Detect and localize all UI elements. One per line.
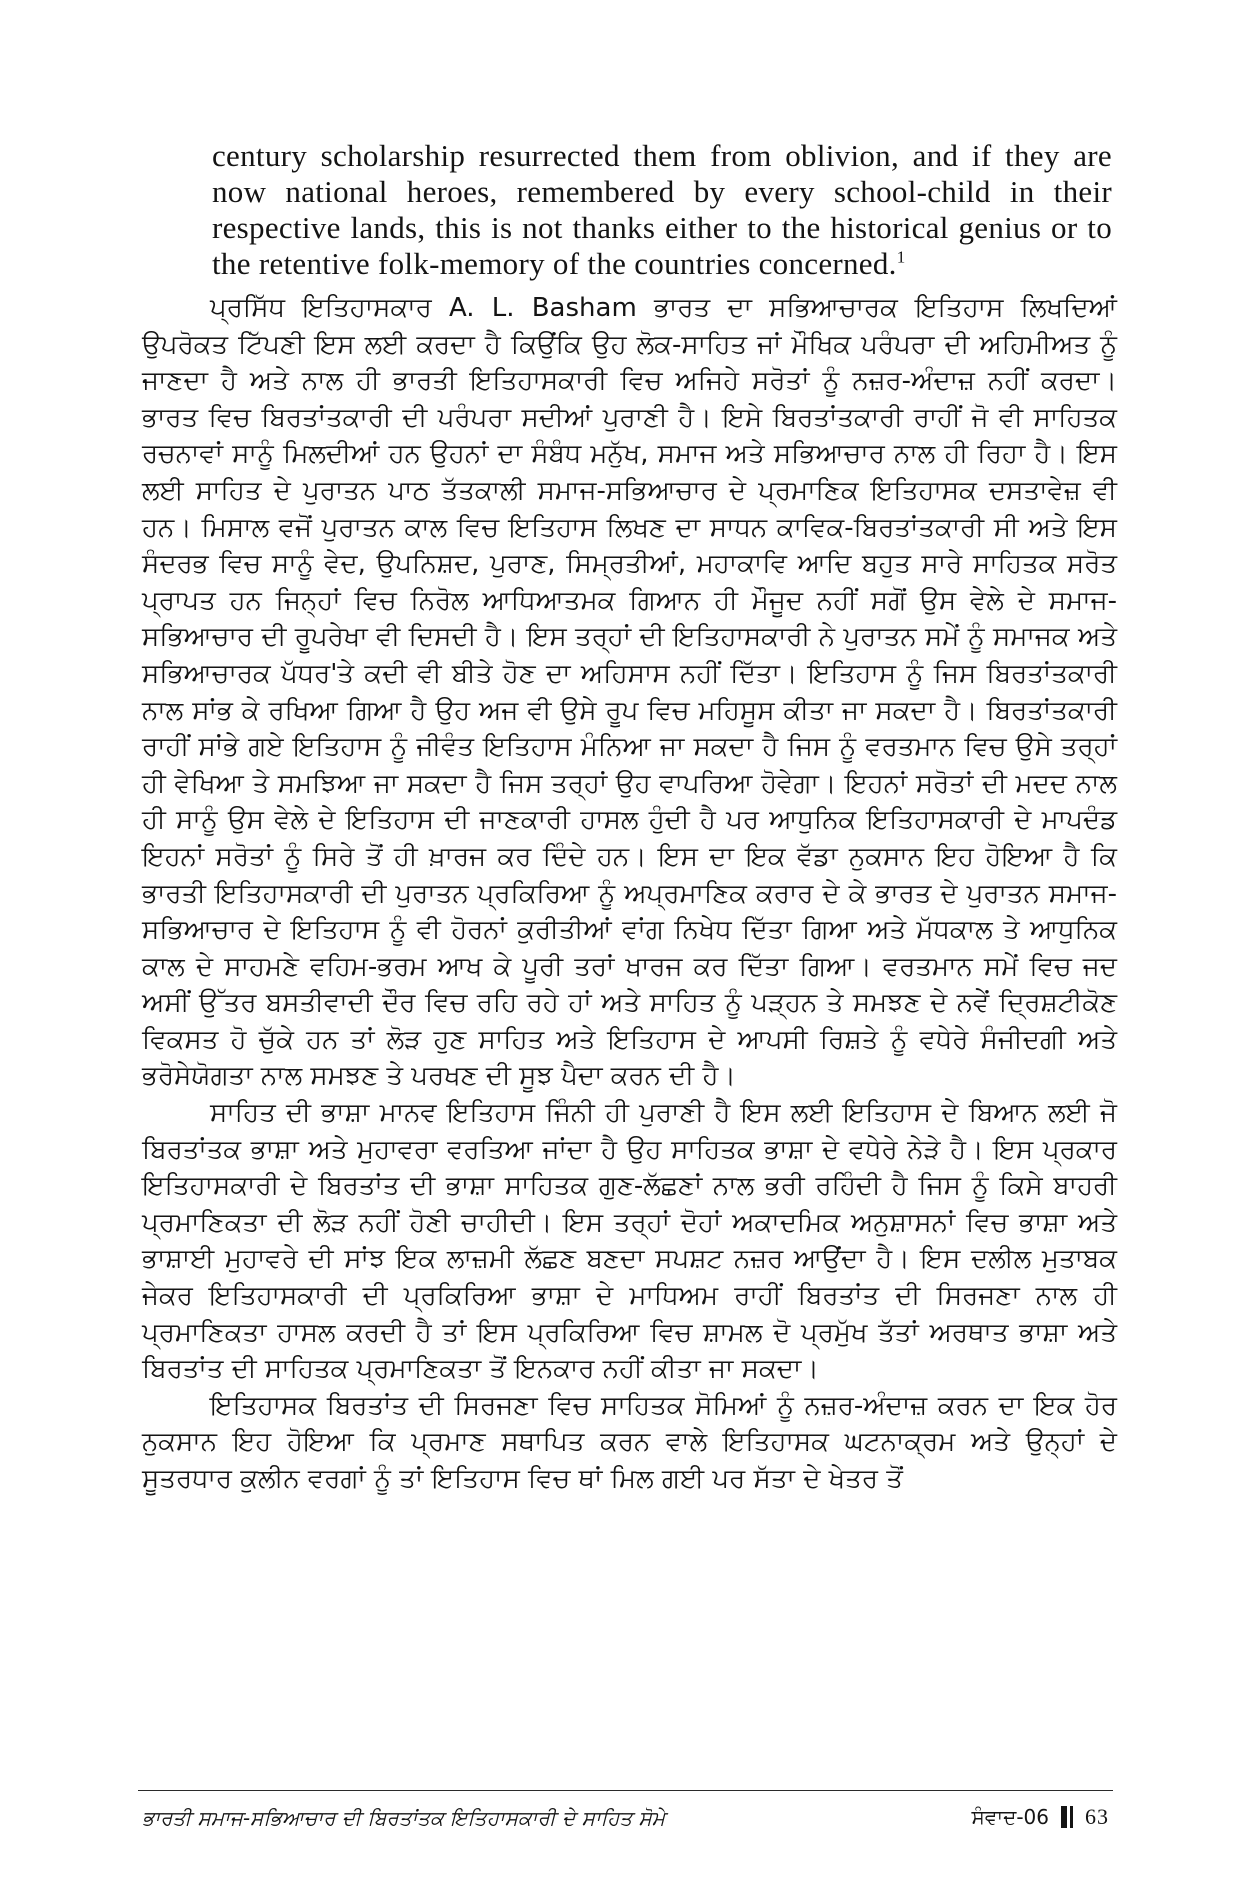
quote-text: century scholarship resurrected them from oblivion, and if they are now national heroes, remembered by every school-child in their respective lands, this is not thanks either to the historical genius or to the retentive folk-memory of the countries concerned. [212,138,1112,281]
page-footer [138,1800,1113,1840]
footnote-marker: 1 [896,247,906,267]
footer-divider [138,1790,1113,1791]
paragraph-3: ਇਤਿਹਾਸਕ ਬਿਰਤਾਂਤ ਦੀ ਸਿਰਜਣਾ ਵਿਚ ਸਾਹਿਤਕ ਸੋਮਿਆਂ ਨੂੰ ਨਜ਼ਰ-ਅੰਦਾਜ਼ ਕਰਨ ਦਾ ਇਕ ਹੋਰ ਨੁਕਸਾਨ ਇਹ ਹੋਇਆ ਕਿ ਪ੍ਰਮਾਣ ਸਥਾਪਿਤ ਕਰਨ ਵਾਲੇ ਇਤਿਹਾਸਕ ਘਟਨਾਕ੍ਰਮ ਅਤੇ ਉਨ੍ਹਾਂ ਦੇ ਸੂਤਰਧਾਰ ਕੁਲੀਨ ਵਰਗਾਂ ਨੂੰ ਤਾਂ ਇਤਿਹਾਸ ਵਿਚ ਥਾਂ ਮਿਲ ਗਈ ਪਰ ਸੱਤਾ ਦੇ ਖੇਤਰ ਤੋਂ [142,1390,1117,1494]
block-quote [212,138,1112,282]
body-text [142,290,1117,1498]
paragraph-2: ਸਾਹਿਤ ਦੀ ਭਾਸ਼ਾ ਮਾਨਵ ਇਤਿਹਾਸ ਜਿੰਨੀ ਹੀ ਪੁਰਾਣੀ ਹੈ ਇਸ ਲਈ ਇਤਿਹਾਸ ਦੇ ਬਿਆਨ ਲਈ ਜੋ ਬਿਰਤਾਂਤਕ ਭਾਸ਼ਾ ਅਤੇ ਮੁਹਾਵਰਾ ਵਰਤਿਆ ਜਾਂਦਾ ਹੈ ਉਹ ਸਾਹਿਤਕ ਭਾਸ਼ਾ ਦੇ ਵਧੇਰੇ ਨੇੜੇ ਹੈ। ਇਸ ਪ੍ਰਕਾਰ ਇਤਿਹਾਸਕਾਰੀ ਦੇ ਬਿਰਤਾਂਤ ਦੀ ਭਾਸ਼ਾ ਸਾਹਿਤਕ ਗੁਣ-ਲੱਛਣਾਂ ਨਾਲ ਭਰੀ ਰਹਿੰਦੀ ਹੈ ਜਿਸ ਨੂੰ ਕਿਸੇ ਬਾਹਰੀ ਪ੍ਰਮਾਣਿਕਤਾ ਦੀ ਲੋੜ ਨਹੀਂ ਹੋਣੀ ਚਾਹੀਦੀ। ਇਸ ਤਰ੍ਹਾਂ ਦੋਹਾਂ ਅਕਾਦਮਿਕ ਅਨੁਸ਼ਾਸਨਾਂ ਵਿਚ ਭਾਸ਼ਾ ਅਤੇ ਭਾਸ਼ਾਈ ਮੁਹਾਵਰੇ ਦੀ ਸਾਂਝ ਇਕ ਲਾਜ਼ਮੀ ਲੱਛਣ ਬਣਦਾ ਸਪਸ਼ਟ ਨਜ਼ਰ ਆਉਂਦਾ ਹੈ। ਇਸ ਦਲੀਲ ਮੁਤਾਬਕ ਜੇਕਰ ਇਤਿਹਾਸਕਾਰੀ ਦੀ ਪ੍ਰਕਿਰਿਆ ਭਾਸ਼ਾ ਦੇ ਮਾਧਿਅਮ ਰਾਹੀਂ ਬਿਰਤਾਂਤ ਦੀ ਸਿਰਜਣਾ ਨਾਲ ਹੀ ਪ੍ਰਮਾਣਿਕਤਾ ਹਾਸਲ ਕਰਦੀ ਹੈ ਤਾਂ ਇਸ ਪ੍ਰਕਿਰਿਆ ਵਿਚ ਸ਼ਾਮਲ ਦੋ ਪ੍ਰਮੁੱਖ ਤੱਤਾਂ ਅਰਥਾਤ ਭਾਸ਼ਾ ਅਤੇ ਬਿਰਤਾਂਤ ਦੀ ਸਾਹਿਤਕ ਪ੍ਰਮਾਣਿਕਤਾ ਤੋਂ ਇਨਕਾਰ ਨਹੀਂ ਕੀਤਾ ਜਾ ਸਕਦਾ। [142,1098,1117,1385]
footer-right [972,1804,1109,1830]
page-number: 63 [1085,1804,1109,1829]
paragraph-1: ਪ੍ਰਸਿੱਧ ਇਤਿਹਾਸਕਾਰ A. L. Basham ਭਾਰਤ ਦਾ ਸਭਿਆਚਾਰਕ ਇਤਿਹਾਸ ਲਿਖਦਿਆਂ ਉਪਰੋਕਤ ਟਿੱਪਣੀ ਇਸ ਲਈ ਕਰਦਾ ਹੈ ਕਿਉਂਕਿ ਉਹ ਲੋਕ-ਸਾਹਿਤ ਜਾਂ ਮੌਖਿਕ ਪਰੰਪਰਾ ਦੀ ਅਹਿਮੀਅਤ ਨੂੰ ਜਾਣਦਾ ਹੈ ਅਤੇ ਨਾਲ ਹੀ ਭਾਰਤੀ ਇਤਿਹਾਸਕਾਰੀ ਵਿਚ ਅਜਿਹੇ ਸਰੋਤਾਂ ਨੂੰ ਨਜ਼ਰ-ਅੰਦਾਜ਼ ਨਹੀਂ ਕਰਦਾ। ਭਾਰਤ ਵਿਚ ਬਿਰਤਾਂਤਕਾਰੀ ਦੀ ਪਰੰਪਰਾ ਸਦੀਆਂ ਪੁਰਾਣੀ ਹੈ। ਇਸੇ ਬਿਰਤਾਂਤਕਾਰੀ ਰਾਹੀਂ ਜੋ ਵੀ ਸਾਹਿਤਕ ਰਚਨਾਵਾਂ ਸਾਨੂੰ ਮਿਲਦੀਆਂ ਹਨ ਉਹਨਾਂ ਦਾ ਸੰਬੰਧ ਮਨੁੱਖ, ਸਮਾਜ ਅਤੇ ਸਭਿਆਚਾਰ ਨਾਲ ਹੀ ਰਿਹਾ ਹੈ। ਇਸ ਲਈ ਸਾਹਿਤ ਦੇ ਪੁਰਾਤਨ ਪਾਠ ਤੱਤਕਾਲੀ ਸਮਾਜ-ਸਭਿਆਚਾਰ ਦੇ ਪ੍ਰਮਾਣਿਕ ਇਤਿਹਾਸਕ ਦਸਤਾਵੇਜ਼ ਵੀ ਹਨ। ਮਿਸਾਲ ਵਜੋਂ ਪੁਰਾਤਨ ਕਾਲ ਵਿਚ ਇਤਿਹਾਸ ਲਿਖਣ ਦਾ ਸਾਧਨ ਕਾਵਿਕ-ਬਿਰਤਾਂਤਕਾਰੀ ਸੀ ਅਤੇ ਇਸ ਸੰਦਰਭ ਵਿਚ ਸਾਨੂੰ ਵੇਦ, ਉਪਨਿਸ਼ਦ, ਪੁਰਾਣ, ਸਿਮ੍ਰਤੀਆਂ, ਮਹਾਕਾਵਿ ਆਦਿ ਬਹੁਤ ਸਾਰੇ ਸਾਹਿਤਕ ਸਰੋਤ ਪ੍ਰਾਪਤ ਹਨ ਜਿਨ੍ਹਾਂ ਵਿਚ ਨਿਰੋਲ ਆਧਿਆਤਮਕ ਗਿਆਨ ਹੀ ਮੌਜੂਦ ਨਹੀਂ ਸਗੋਂ ਉਸ ਵੇਲੇ ਦੇ ਸਮਾਜ-ਸਭਿਆਚਾਰ ਦੀ ਰੂਪਰੇਖਾ ਵੀ ਦਿਸਦੀ ਹੈ। ਇਸ ਤਰ੍ਹਾਂ ਦੀ ਇਤਿਹਾਸਕਾਰੀ ਨੇ ਪੁਰਾਤਨ ਸਮੇਂ ਨੂੰ ਸਮਾਜਕ ਅਤੇ ਸਭਿਆਚਾਰਕ ਪੱਧਰ'ਤੇ ਕਦੀ ਵੀ ਬੀਤੇ ਹੋਣ ਦਾ ਅਹਿਸਾਸ ਨਹੀਂ ਦਿੱਤਾ। ਇਤਿਹਾਸ ਨੂੰ ਜਿਸ ਬਿਰਤਾਂਤਕਾਰੀ ਨਾਲ ਸਾਂਭ ਕੇ ਰਖਿਆ ਗਿਆ ਹੈ ਉਹ ਅਜ ਵੀ ਉਸੇ ਰੂਪ ਵਿਚ ਮਹਿਸੂਸ ਕੀਤਾ ਜਾ ਸਕਦਾ ਹੈ। ਬਿਰਤਾਂਤਕਾਰੀ ਰਾਹੀਂ ਸਾਂਭੇ ਗਏ ਇਤਿਹਾਸ ਨੂੰ ਜੀਵੰਤ ਇਤਿਹਾਸ ਮੰਨਿਆ ਜਾ ਸਕਦਾ ਹੈ ਜਿਸ ਨੂੰ ਵਰਤਮਾਨ ਵਿਚ ਉਸੇ ਤਰ੍ਹਾਂ ਹੀ ਵੇਖਿਆ ਤੇ ਸਮਝਿਆ ਜਾ ਸਕਦਾ ਹੈ ਜਿਸ ਤਰ੍ਹਾਂ ਉਹ ਵਾਪਰਿਆ ਹੋਵੇਗਾ। ਇਹਨਾਂ ਸਰੋਤਾਂ ਦੀ ਮਦਦ ਨਾਲ ਹੀ ਸਾਨੂੰ ਉਸ ਵੇਲੇ ਦੇ ਇਤਿਹਾਸ ਦੀ ਜਾਣਕਾਰੀ ਹਾਸਲ ਹੁੰਦੀ ਹੈ ਪਰ ਆਧੁਨਿਕ ਇਤਿਹਾਸਕਾਰੀ ਦੇ ਮਾਪਦੰਡ ਇਹਨਾਂ ਸਰੋਤਾਂ ਨੂੰ ਸਿਰੇ ਤੋਂ ਹੀ ਖ਼ਾਰਜ ਕਰ ਦਿੰਦੇ ਹਨ। ਇਸ ਦਾ ਇਕ ਵੱਡਾ ਨੁਕਸਾਨ ਇਹ ਹੋਇਆ ਹੈ ਕਿ ਭਾਰਤੀ ਇਤਿਹਾਸਕਾਰੀ ਦੀ ਪੁਰਾਤਨ ਪ੍ਰਕਿਰਿਆ ਨੂੰ ਅਪ੍ਰਮਾਣਿਕ ਕਰਾਰ ਦੇ ਕੇ ਭਾਰਤ ਦੇ ਪੁਰਾਤਨ ਸਮਾਜ-ਸਭਿਆਚਾਰ ਦੇ ਇਤਿਹਾਸ ਨੂੰ ਵੀ ਹੋਰਨਾਂ ਕੁਰੀਤੀਆਂ ਵਾਂਗ ਨਿਖੇਧ ਦਿੱਤਾ ਗਿਆ ਅਤੇ ਮੱਧਕਾਲ ਤੇ ਆਧੁਨਿਕ ਕਾਲ ਦੇ ਸਾਹਮਣੇ ਵਹਿਮ-ਭਰਮ ਆਖ ਕੇ ਪੂਰੀ ਤਰਾਂ ਖਾਰਜ ਕਰ ਦਿੱਤਾ ਗਿਆ। ਵਰਤਮਾਨ ਸਮੇਂ ਵਿਚ ਜਦ ਅਸੀਂ ਉੱਤਰ ਬਸਤੀਵਾਦੀ ਦੌਰ ਵਿਚ ਰਹਿ ਰਹੇ ਹਾਂ ਅਤੇ ਸਾਹਿਤ ਨੂੰ ਪੜ੍ਹਨ ਤੇ ਸਮਝਣ ਦੇ ਨਵੇਂ ਦ੍ਰਿਸ਼ਟੀਕੋਣ ਵਿਕਸਤ ਹੋ ਚੁੱਕੇ ਹਨ ਤਾਂ ਲੋੜ ਹੁਣ ਸਾਹਿਤ ਅਤੇ ਇਤਿਹਾਸ ਦੇ ਆਪਸੀ ਰਿਸ਼ਤੇ ਨੂੰ ਵਧੇਰੇ ਸੰਜੀਦਗੀ ਅਤੇ ਭਰੋਸੇਯੋਗਤਾ ਨਾਲ ਸਮਝਣ ਤੇ ਪਰਖਣ ਦੀ ਸੂਝ ਪੈਦਾ ਕਰਨ ਦੀ ਹੈ। [142,293,1117,1092]
issue-label: ਸੰਵਾਦ-06 [971,1805,1049,1829]
bars-ornament-icon [1061,1805,1073,1829]
running-title: ਭਾਰਤੀ ਸਮਾਜ-ਸਭਿਆਚਾਰ ਦੀ ਬਿਰਤਾਂਤਕ ਇਤਿਹਾਸਕਾਰੀ ਦੇ ਸਾਹਿਤ ਸੋਮੇ [142,1806,666,1830]
